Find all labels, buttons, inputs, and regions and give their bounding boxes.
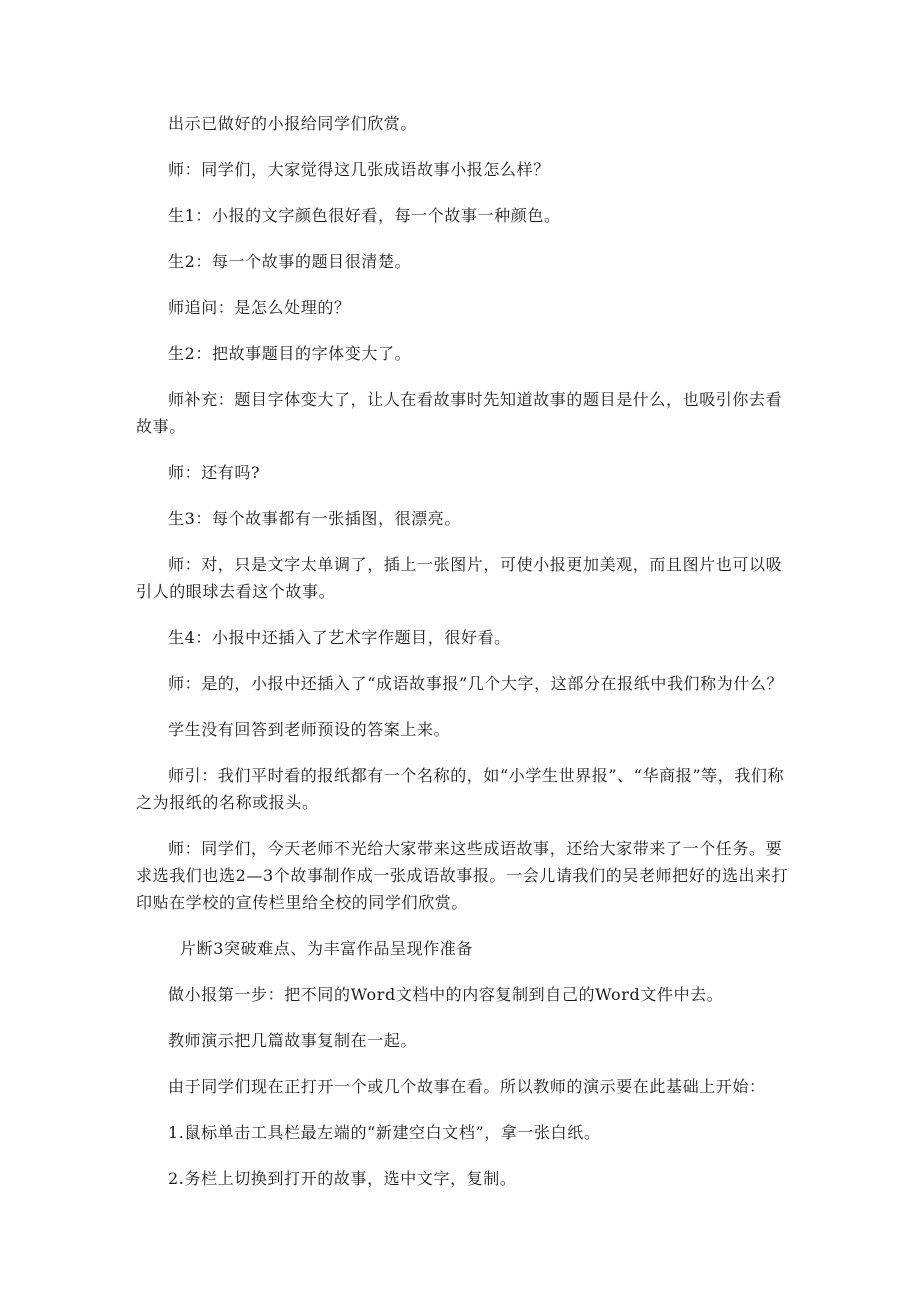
paragraph: 师：同学们，今天老师不光给大家带来这些成语故事，还给大家带来了一个任务。要求选我们也选2—3个故事制作成一张成语故事报。一会儿请我们的吴老师把好的选出来打印贴在学校的宣传栏里给全校的同学们欣赏。 [136, 839, 789, 912]
paragraph: 师引：我们平时看的报纸都有一个名称的，如“小学生世界报”、“华商报”等，我们称之为报纸的名称或报头。 [136, 766, 785, 812]
paragraph: 师：对，只是文字太单调了，插上一张图片，可使小报更加美观，而且图片也可以吸引人的眼球去看这个故事。 [136, 555, 783, 601]
paragraph: 师：同学们，大家觉得这几张成语故事小报怎么样？ [168, 160, 550, 179]
paragraph: 生1：小报的文字颜色很好看，每一个故事一种颜色。 [168, 206, 561, 225]
paragraph: 生4：小报中还插入了艺术字作题目，很好看。 [168, 628, 511, 647]
paragraph: 出示已做好的小报给同学们欣赏。 [168, 114, 418, 133]
paragraph: 由于同学们现在正打开一个或几个故事在看。所以教师的演示要在此基础上开始： [168, 1077, 766, 1096]
paragraph: 教师演示把几篇故事复制在一起。 [168, 1031, 418, 1050]
paragraph: 生2：每一个故事的题目很清楚。 [168, 252, 412, 271]
list-item: 1.鼠标单击工具栏最左端的“新建空白文档”，拿一张白纸。 [168, 1123, 601, 1142]
paragraph: 学生没有回答到老师预设的答案上来。 [168, 720, 451, 739]
paragraph: 师：是的，小报中还插入了“成语故事报”几个大字，这部分在报纸中我们称为什么？ [168, 674, 784, 693]
paragraph: 生3：每个故事都有一张插图，很漂亮。 [168, 509, 461, 528]
list-item: 2.务栏上切换到打开的故事，选中文字，复制。 [168, 1169, 517, 1188]
paragraph: 生2：把故事题目的字体变大了。 [168, 344, 412, 363]
document-body [136, 110, 790, 1211]
paragraph: 师追问：是怎么处理的？ [168, 298, 351, 317]
paragraph: 做小报第一步：把不同的Word文档中的内容复制到自己的Word文件中去。 [168, 985, 724, 1004]
paragraph: 师补充：题目字体变大了，让人在看故事时先知道故事的题目是什么，也吸引你去看故事。 [136, 390, 783, 436]
paragraph: 师：还有吗? [168, 463, 261, 482]
section-heading: 片断3突破难点、为丰富作品呈现作准备 [180, 939, 473, 958]
